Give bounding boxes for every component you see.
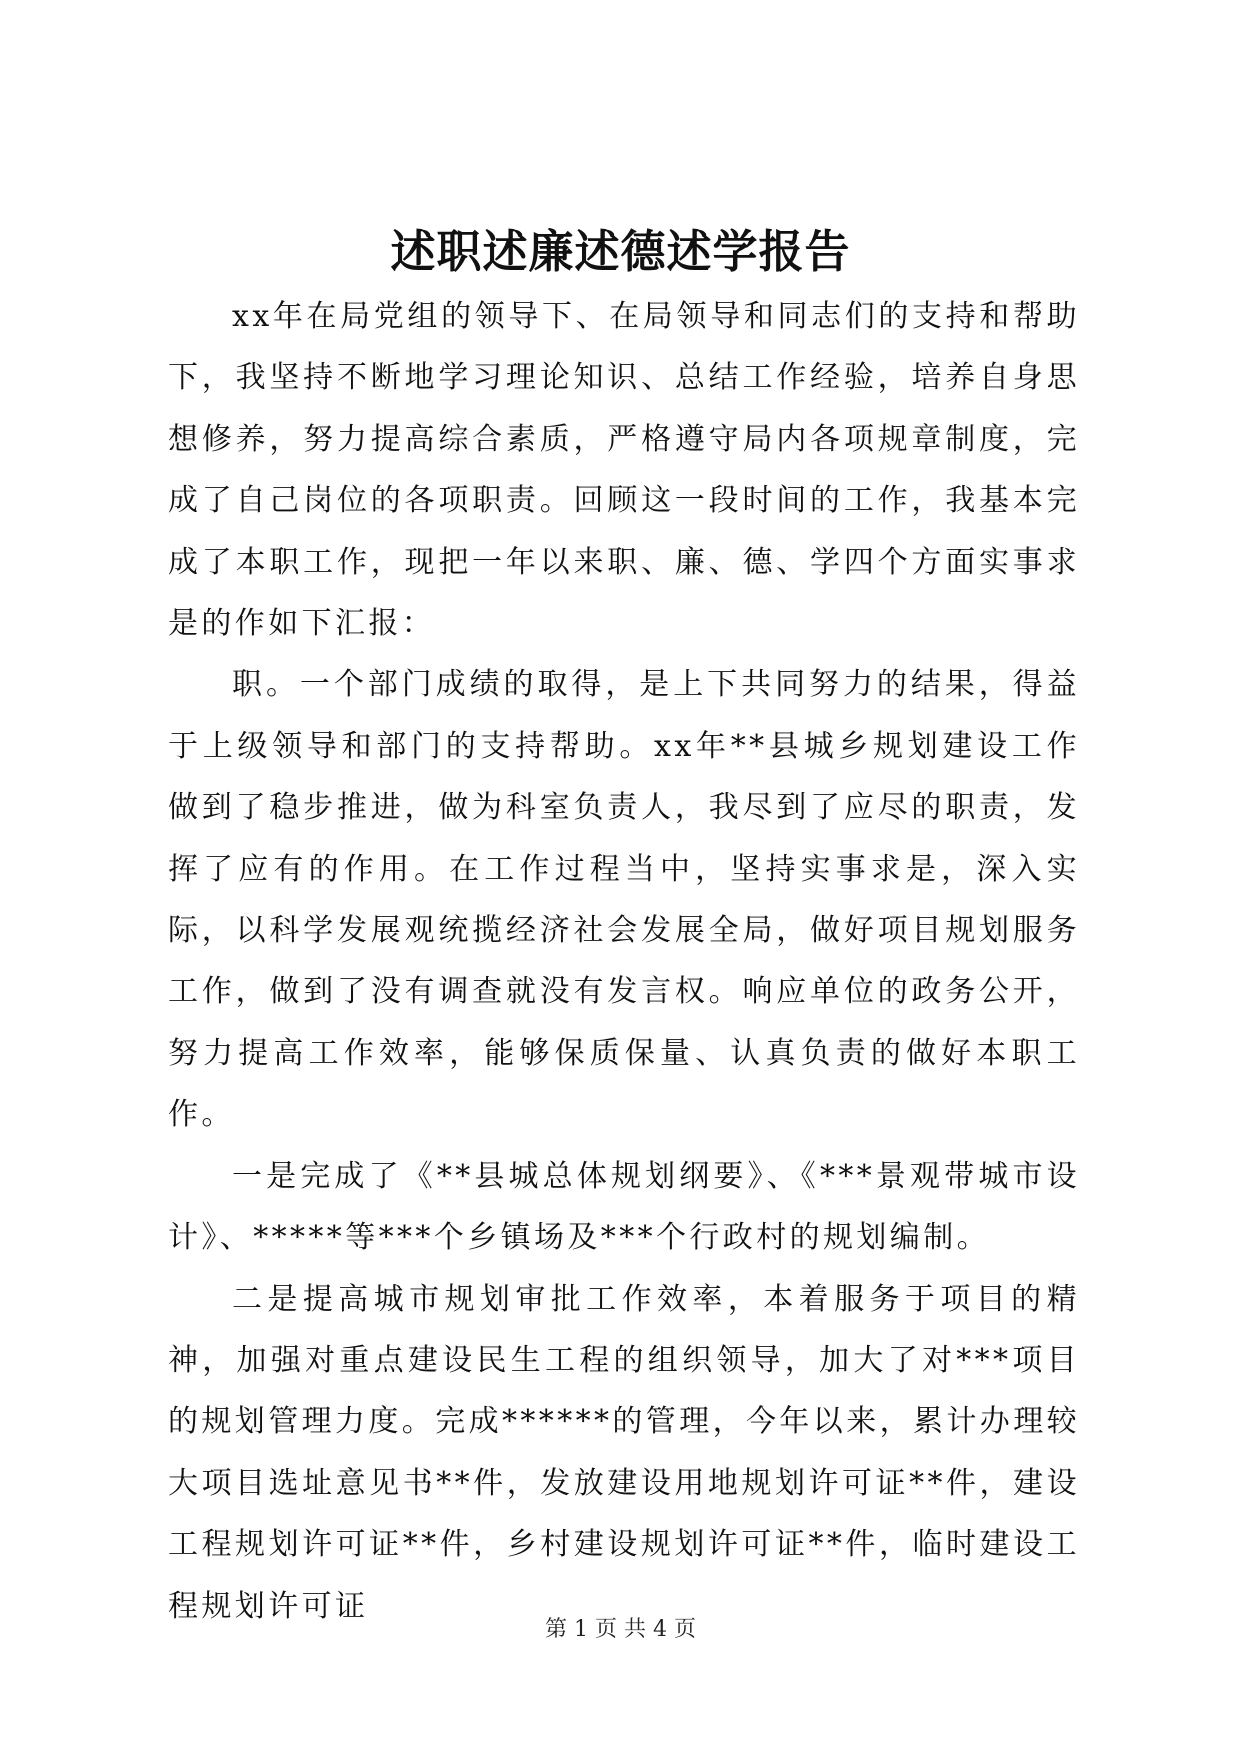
paragraph-intro: xx年在局党组的领导下、在局领导和同志们的支持和帮助下，我坚持不断地学习理论知识、总结工作经验，培养自身思想修养，努力提高综合素质，严格遵守局内各项规章制度，完成了自己岗位的各项职责。回顾这一段时间的工作，我基本完成了本职工作，现把一年以来职、廉、德、学四个方面实事求是的作如下汇报： [168,299,1080,642]
document-title: 述职述廉述德述学报告 [390,225,851,278]
paragraph-item-one: 一是完成了《**县城总体规划纲要》、《***景观带城市设计》、*****等***个乡镇场及***个行政村的规划编制。 [168,1158,1080,1256]
paragraph-duty: 职。一个部门成绩的取得，是上下共同努力的结果，得益于上级领导和部门的支持帮助。xx年**县城乡规划建设工作做到了稳步推进，做为科室负责人，我尽到了应尽的职责，发挥了应有的作用。在工作过程当中，坚持实事求是，深入实际，以科学发展观统揽经济社会发展全局，做好项目规划服务工作，做到了没有调查就没有发言权。响应单位的政务公开，努力提高工作效率，能够保质保量、认真负责的做好本职工作。 [168,667,1080,1133]
paragraph-item-two: 二是提高城市规划审批工作效率，本着服务于项目的精神，加强对重点建设民生工程的组织领导，加大了对***项目的规划管理力度。完成******的管理，今年以来，累计办理较大项目选址意见书**件，发放建设用地规划许可证**件，建设工程规划许可证**件，乡村建设规划许可证**件，临时建设工程规划许可证 [168,1281,1080,1624]
page-footer [0,1615,1241,1645]
page-number-label: 第 1 页 共 4 页 [545,1617,696,1642]
document-body [168,286,1080,1637]
